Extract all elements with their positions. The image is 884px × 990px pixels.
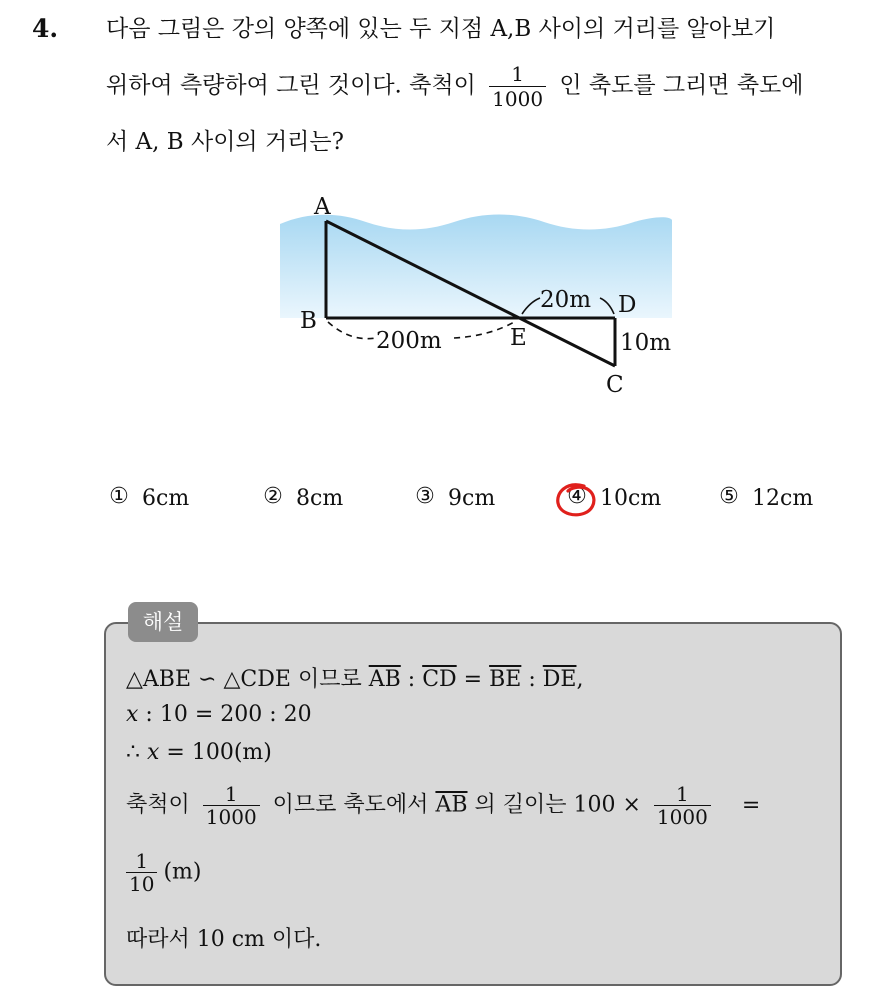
- choice-number: ②: [263, 484, 283, 509]
- fraction-denominator: 1000: [492, 87, 544, 111]
- solution-math: = 100(m): [166, 740, 272, 765]
- segment-de-label: $\overline{DE}$: [542, 667, 577, 692]
- label-b: B: [300, 308, 317, 334]
- question-text: 위하여 측량하여 그린 것이다. 축척이: [106, 72, 476, 99]
- segment-cd-label: $\overline{CD}$: [422, 667, 457, 692]
- question-number: 4.: [32, 14, 59, 43]
- solution-text: 의 길이는 100 ×: [474, 792, 641, 818]
- result-fraction: [126, 850, 157, 895]
- variable-x: x: [126, 702, 139, 727]
- river-area: [280, 215, 672, 319]
- survey-figure: [278, 190, 688, 405]
- fraction-denominator: 10: [129, 872, 155, 896]
- fraction-numerator: 1: [489, 62, 546, 87]
- fraction-numerator: 1: [654, 783, 711, 806]
- label-a: A: [314, 194, 331, 220]
- question-line-3: 서 A, B 사이의 거리는?: [106, 129, 344, 155]
- label-c: C: [606, 372, 624, 398]
- colon: :: [528, 667, 536, 692]
- dimension-be: [454, 321, 516, 338]
- length-be: 200m: [376, 328, 442, 354]
- colon: :: [407, 667, 416, 692]
- choice-text: 6cm: [142, 486, 190, 511]
- length-dc: 10m: [620, 330, 672, 356]
- segment-ab-label: $\overline{AB}$: [368, 667, 401, 692]
- solution-line-4: [126, 783, 760, 828]
- solution-line-2: [126, 702, 312, 727]
- equals: =: [741, 792, 761, 818]
- dimension-be: [328, 322, 376, 339]
- choice-2[interactable]: [262, 486, 343, 511]
- comma: ,: [576, 667, 584, 692]
- label-d: D: [618, 292, 637, 318]
- solution-line-1: [126, 662, 583, 693]
- question-line-1: 다음 그림은 강의 양쪽에 있는 두 지점 A,B 사이의 거리를 알아보기: [106, 16, 776, 42]
- fraction-denominator: 1000: [205, 805, 257, 829]
- question-text: 인 축도를 그리면 축도에: [559, 72, 804, 99]
- unit-text: (m): [163, 859, 202, 885]
- therefore-symbol: ∴: [126, 740, 140, 765]
- fraction-numerator: 1: [126, 850, 157, 873]
- choice-number: ③: [415, 484, 435, 509]
- triangle-abe: △ABE: [126, 667, 192, 692]
- solution-line-5: [126, 850, 201, 895]
- choice-1[interactable]: [108, 486, 189, 511]
- choice-3[interactable]: [414, 486, 495, 511]
- solution-tag: 해설: [128, 602, 198, 642]
- choice-text: 12cm: [752, 486, 814, 511]
- choice-text: 10cm: [600, 486, 662, 511]
- equals: =: [463, 667, 483, 692]
- selected-answer-circle: [554, 481, 598, 519]
- choice-text: 9cm: [448, 486, 496, 511]
- choice-number: ①: [109, 484, 129, 509]
- choice-text: 8cm: [296, 486, 344, 511]
- fraction-numerator: 1: [203, 783, 260, 806]
- length-ed: 20m: [540, 287, 592, 313]
- question-line-2: [106, 62, 803, 111]
- solution-math: : 10 = 200 : 20: [145, 702, 312, 727]
- choice-number: ④: [567, 484, 587, 509]
- scale-fraction: [489, 62, 546, 111]
- segment-be-label: $\overline{BE}$: [489, 667, 522, 692]
- fraction-denominator: 1000: [656, 805, 708, 829]
- choice-5[interactable]: [718, 486, 813, 511]
- solution-line-6: 따라서 10 cm 이다.: [126, 927, 322, 952]
- scale-fraction: [654, 783, 711, 828]
- solution-text: 이므로: [297, 667, 362, 692]
- choice-number: ⑤: [719, 484, 739, 509]
- triangle-cde: △CDE: [223, 667, 291, 692]
- similar-symbol: ∽: [198, 667, 217, 692]
- segment-ab-label: $\overline{AB}$: [435, 792, 468, 818]
- solution-text: 이므로 축도에서: [272, 792, 429, 818]
- label-e: E: [510, 325, 527, 351]
- variable-x: x: [147, 740, 160, 765]
- solution-text: 축척이: [126, 792, 190, 818]
- solution-line-3: [126, 740, 272, 765]
- scale-fraction: [203, 783, 260, 828]
